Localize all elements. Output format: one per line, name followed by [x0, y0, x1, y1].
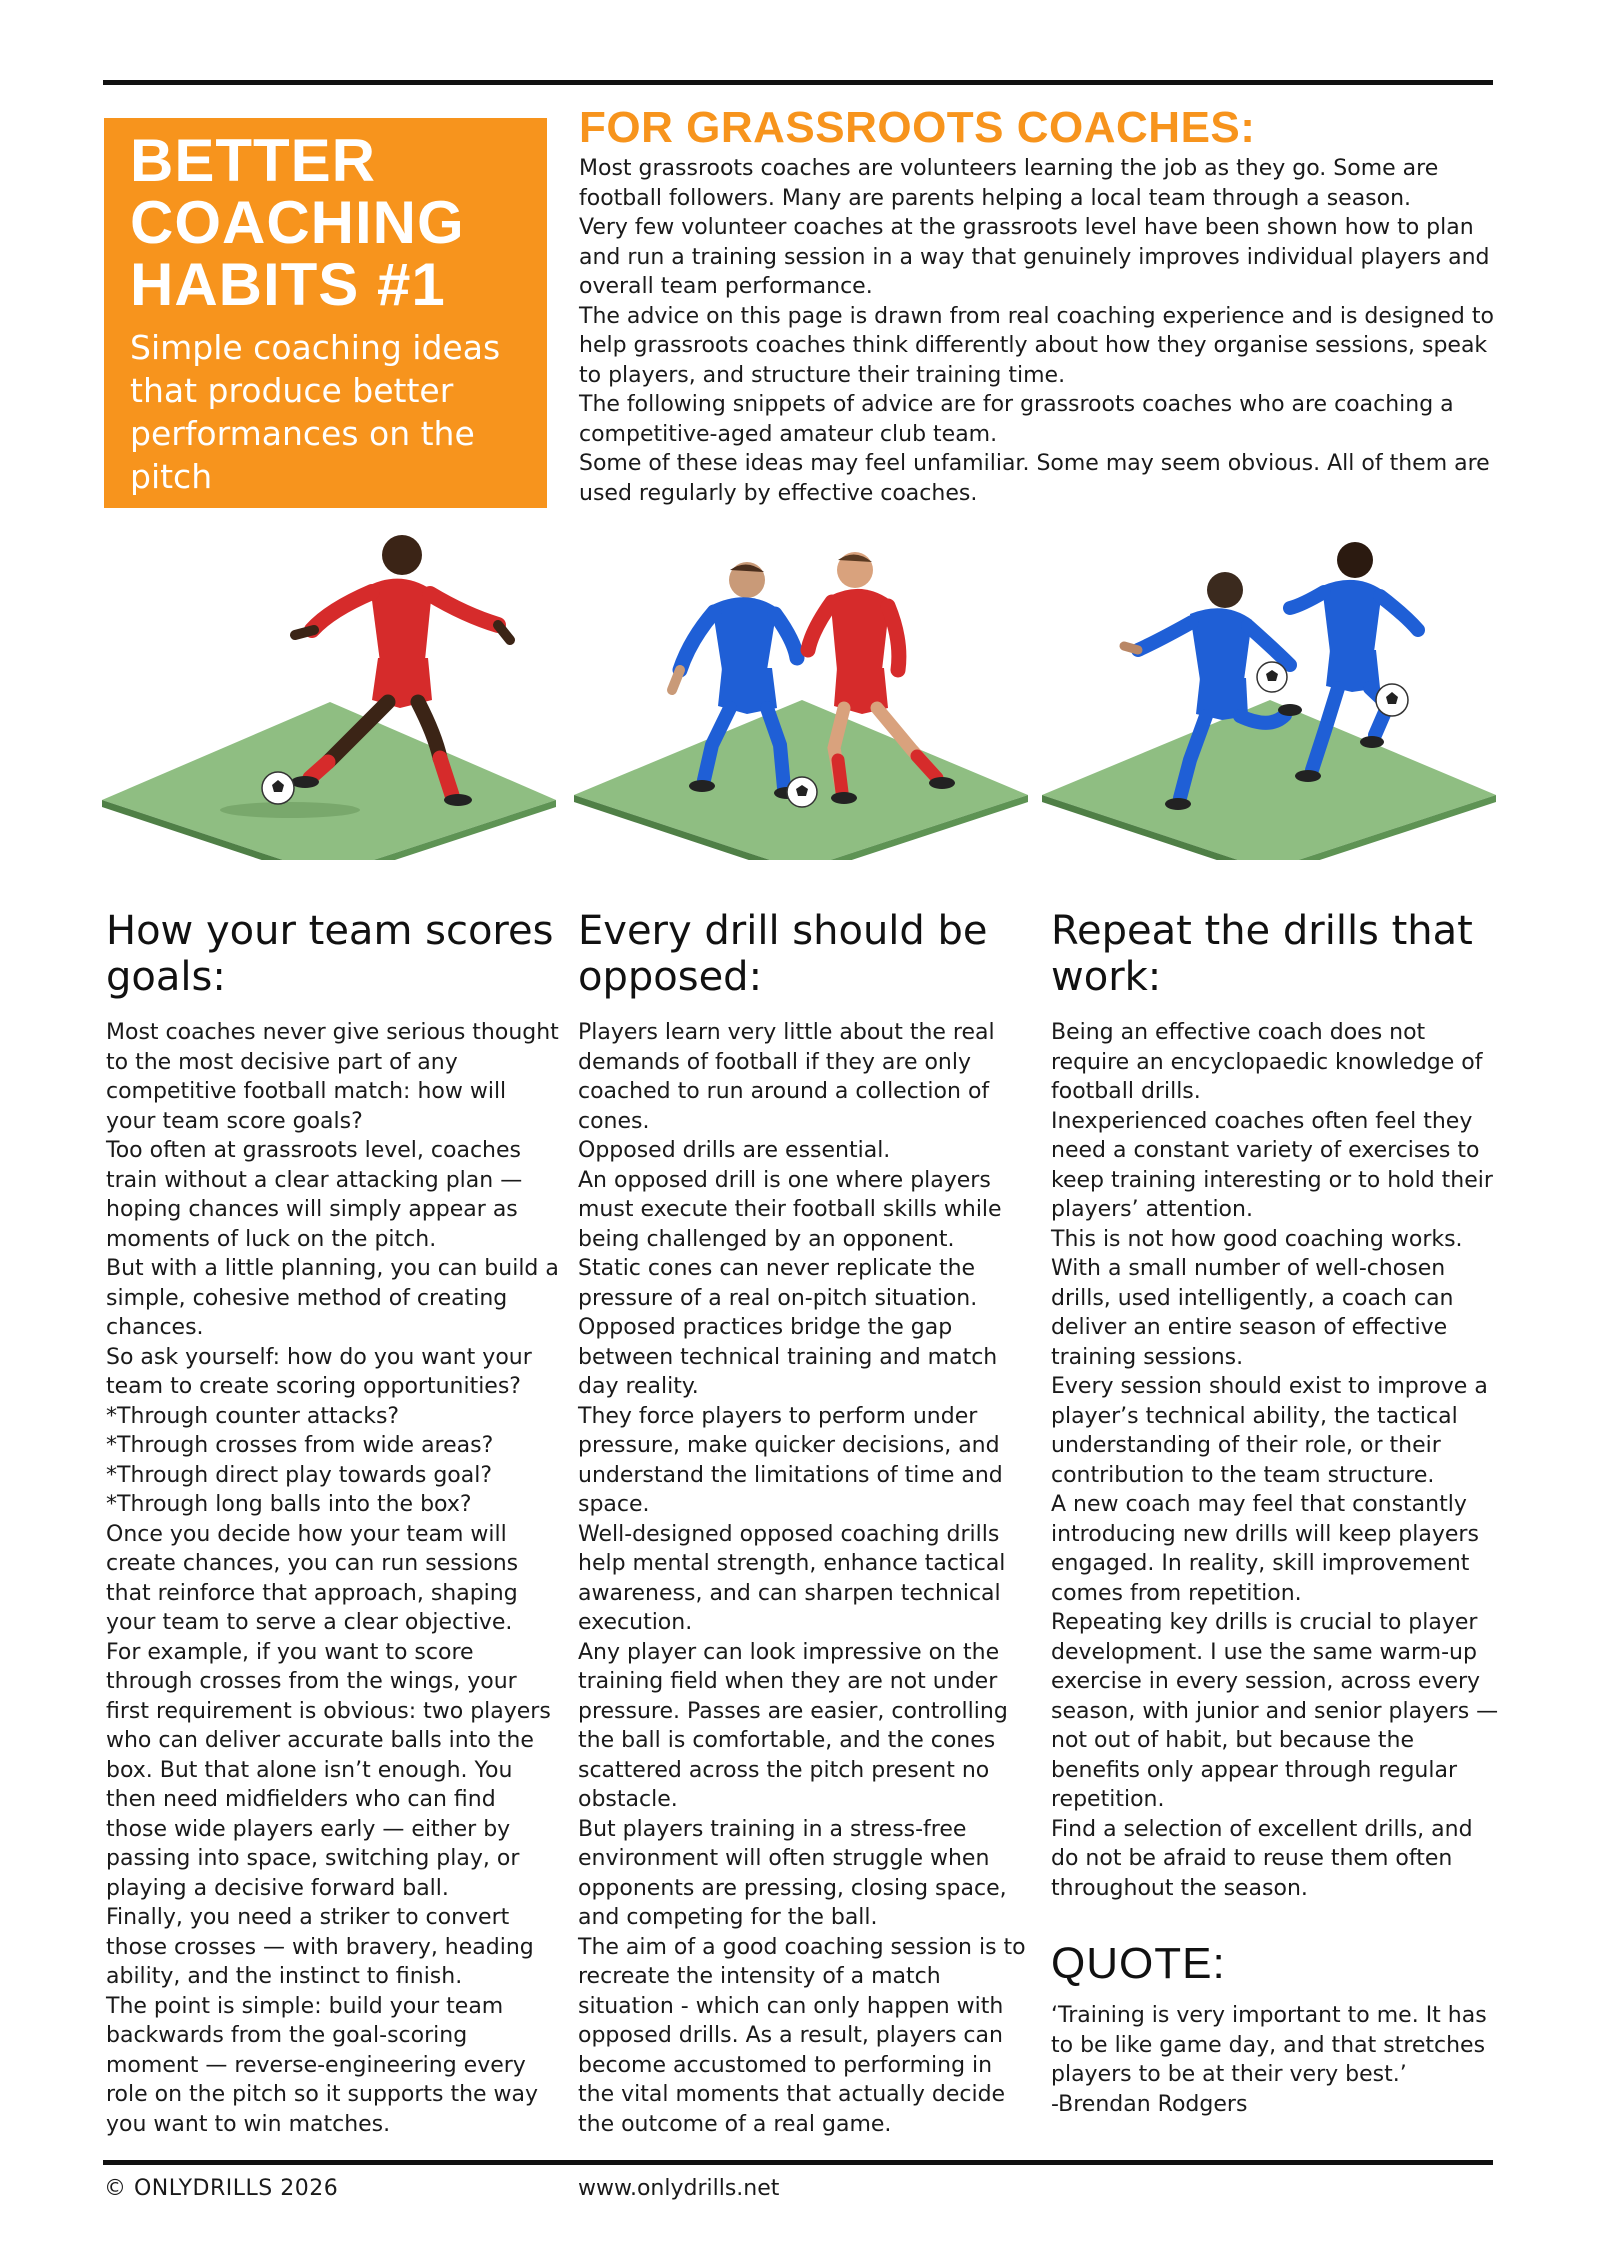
column-paragraph: Repeating key drills is crucial to player development. I use the same warm-up exercise in every session, across every season, with junior and senior players — not out of habit, but because the benefits only appear through regular repetition. — [1051, 1610, 1499, 1812]
column-paragraph: An opposed drill is one where players must execute their football skills while being challenged by an opponent. — [578, 1167, 1002, 1252]
column-paragraph: Most coaches never give serious thought to the most decisive part of any competitive football match: how will your team score goals? — [106, 1020, 559, 1134]
column-paragraph: *Through crosses from wide areas? — [106, 1433, 494, 1458]
top-rule — [103, 80, 1493, 85]
column-paragraph: Players learn very little about the real demands of football if they are only coached to run around a collection of cones. — [578, 1020, 995, 1134]
repeat-drill-illustration — [1040, 530, 1500, 860]
page-title-line: HABITS #1 — [130, 251, 446, 318]
quote-heading: QUOTE: — [1051, 1939, 1226, 1988]
footer-copyright: © ONLYDRILLS 2026 — [104, 2176, 339, 2201]
column-paragraph: Once you decide how your team will create chances, you can run sessions that reinforce that approach, shaping your team to serve a clear objective. — [106, 1521, 519, 1635]
column-paragraph: Opposed practices bridge the gap between technical training and match day reality. — [578, 1315, 998, 1399]
column-paragraph: For example, if you want to score through crosses from the wings, your first requirement is obvious: two players who can deliver accurate balls into the box. But that alone isn’t enough. You then need midfielders who can find those wide players early — either by passing into space, switching play, or playing a decisive forward ball. — [106, 1639, 551, 1901]
page-title-line: BETTER — [130, 127, 376, 194]
intro-paragraph: Some of these ideas may feel unfamiliar. Some may seem obvious. All of them are used regularly by effective coaches. — [579, 451, 1490, 506]
figure-player-kicking — [100, 530, 560, 860]
column-paragraph: Any player can look impressive on the training field when they are not under pressure. Passes are easier, controlling the ball is comfortable, and the cones scattered across the pitch present no obstacle. — [578, 1639, 1008, 1812]
column-paragraph: Opposed drills are essential. — [578, 1138, 891, 1163]
column-paragraph: Being an effective coach does not require an encyclopaedic knowledge of football drills. — [1051, 1020, 1483, 1104]
column-heading: Every drill should be opposed: — [578, 908, 988, 1000]
intro-section — [579, 104, 1499, 508]
intro-paragraph: Most grassroots coaches are volunteers learning the job as they go. Some are football followers. Many are parents helping a local team through a season. — [579, 156, 1439, 211]
page-title — [130, 127, 521, 318]
intro-heading: FOR GRASSROOTS COACHES: — [579, 103, 1256, 152]
column-repeat-drills — [1051, 908, 1506, 2119]
page-title-line: COACHING — [130, 189, 465, 256]
column-paragraph: This is not how good coaching works. — [1051, 1226, 1463, 1252]
column-paragraph: But with a little planning, you can build a simple, cohesive method of creating chances. — [106, 1256, 559, 1340]
player-kicking-illustration — [100, 530, 560, 860]
bottom-rule — [103, 2160, 1493, 2165]
column-paragraph: Every session should exist to improve a player’s technical ability, the tactical understanding of their role, or their contribution to the team structure. — [1051, 1374, 1488, 1488]
quote-text: ‘Training is very important to me. It has to be like game day, and that stretches players to be at their very best.’ — [1051, 2003, 1487, 2087]
column-paragraph: *Through direct play towards goal? — [106, 1462, 493, 1488]
page-subtitle: Simple coaching ideas that produce better performances on the pitch — [130, 328, 501, 496]
column-paragraph: Static cones can never replicate the pressure of a real on-pitch situation. — [578, 1256, 978, 1311]
column-paragraph: With a small number of well-chosen drills, used intelligently, a coach can deliver an entire season of effective training sessions. — [1051, 1256, 1454, 1370]
figure-opposed-drill — [572, 530, 1032, 860]
column-heading: How your team scores goals: — [106, 908, 554, 1000]
column-paragraph: A new coach may feel that constantly introducing new drills will keep players engaged. In reality, skill improvement comes from repetition. — [1051, 1492, 1479, 1606]
column-paragraph: *Through counter attacks? — [106, 1403, 400, 1429]
intro-paragraph: The following snippets of advice are for grassroots coaches who are coaching a competitive-aged amateur club team. — [579, 392, 1454, 447]
column-paragraph: Find a selection of excellent drills, and do not be afraid to reuse them often throughout the season. — [1051, 1816, 1473, 1901]
column-paragraph: The point is simple: build your team backwards from the goal-scoring moment — reverse-engineering every role on the pitch so it supports the way you want to win matches. — [106, 1993, 539, 2137]
column-paragraph: Well-designed opposed coaching drills help mental strength, enhance tactical awareness, and can sharpen technical execution. — [578, 1521, 1006, 1635]
figure-repeat-drill — [1040, 530, 1500, 860]
column-paragraph: Finally, you need a striker to convert those crosses — with bravery, heading ability, and the instinct to finish. — [106, 1905, 534, 1989]
column-paragraph: So ask yourself: how do you want your team to create scoring opportunities? — [106, 1344, 532, 1399]
column-heading: Repeat the drills that work: — [1051, 908, 1473, 1000]
column-scoring-goals — [106, 908, 561, 2139]
footer-url-link[interactable]: www.onlydrills.net — [578, 2176, 780, 2201]
intro-paragraph: Very few volunteer coaches at the grassroots level have been shown how to plan and run a training session in a way that genuinely improves individual players and overall team performance. — [579, 215, 1490, 299]
quote-block — [1051, 2001, 1506, 2119]
column-paragraph: Inexperienced coaches often feel they need a constant variety of exercises to keep training interesting or to hold their players’ attention. — [1051, 1108, 1493, 1222]
column-paragraph: But players training in a stress-free environment will often struggle when opponents are pressing, closing space, and competing for the ball. — [578, 1816, 1007, 1930]
opposed-drill-illustration — [572, 530, 1032, 860]
quote-author: -Brendan Rodgers — [1051, 2091, 1248, 2117]
column-paragraph: Too often at grassroots level, coaches train without a clear attacking plan — hoping chances will simply appear as moments of luck on the pitch. — [106, 1138, 523, 1252]
column-opposed-drills — [578, 908, 1033, 2139]
title-banner — [104, 118, 547, 508]
column-paragraph: The aim of a good coaching session is to recreate the intensity of a match situation - which can only happen with opposed drills. As a result, players can become accustomed to performing in the vital moments that actually decide the outcome of a real game. — [578, 1934, 1026, 2137]
column-paragraph: They force players to perform under pressure, make quicker decisions, and understand the limitations of time and space. — [578, 1403, 1003, 1517]
column-paragraph: *Through long balls into the box? — [106, 1492, 472, 1517]
intro-paragraph: The advice on this page is drawn from real coaching experience and is designed to help grassroots coaches think differently about how they organise sessions, speak to players, and structure their training time. — [579, 303, 1494, 388]
